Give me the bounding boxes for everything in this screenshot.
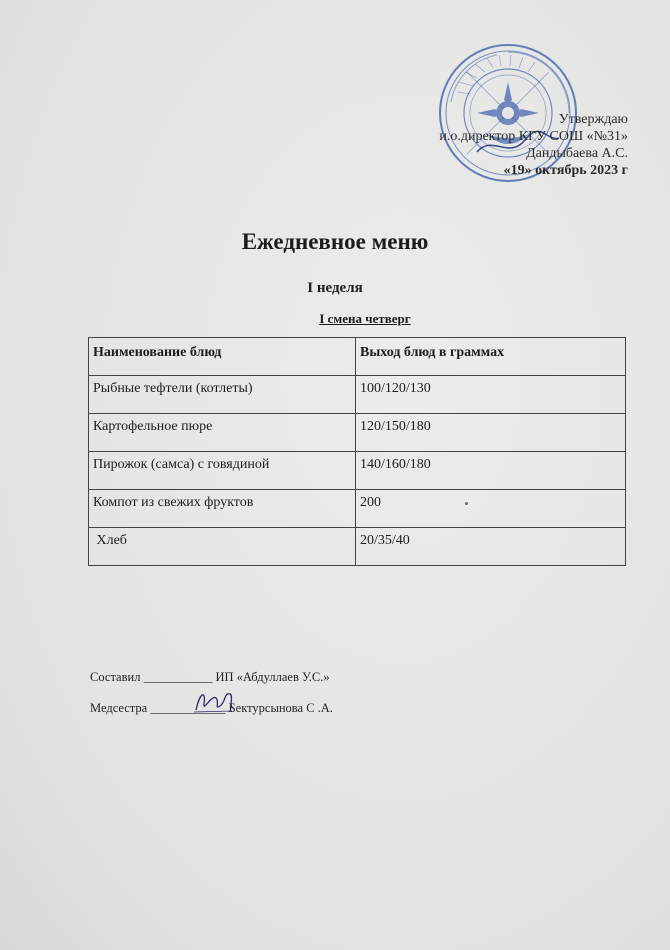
weight-cell: 100/120/130 (356, 376, 626, 414)
column-header-dish: Наименование блюд (89, 338, 356, 376)
approval-block (388, 111, 628, 179)
approval-line: Утверждаю (558, 112, 628, 127)
menu-table (88, 337, 626, 566)
weight-cell: 140/160/180 (356, 452, 626, 490)
weight-cell: 20/35/40 (356, 528, 626, 566)
dish-cell: Картофельное пюре (89, 414, 356, 452)
approval-date: «19» октябрь 2023 г (503, 163, 628, 178)
approval-name: Дандыбаева А.С. (526, 146, 628, 161)
approval-position: и.о.директор КГУ СОШ «№31» (439, 129, 628, 144)
week-label: I неделя (307, 280, 363, 296)
dish-cell: Компот из свежих фруктов (89, 490, 356, 528)
table-header-row (89, 338, 626, 376)
dish-cell: Хлеб (89, 528, 356, 566)
table-row (89, 490, 626, 528)
page-title: Ежедневное меню (241, 229, 429, 254)
weight-cell: 200 (356, 490, 626, 528)
paper-speck (465, 502, 468, 505)
composed-by-line: Составил ___________ ИП «Абдуллаев У.С.» (90, 670, 330, 684)
handwritten-signature (190, 686, 238, 718)
dish-cell: Рыбные тефтели (котлеты) (89, 376, 356, 414)
column-header-weight: Выход блюд в граммах (356, 338, 626, 376)
table-row (89, 414, 626, 452)
dish-cell: Пирожок (самса) с говядиной (89, 452, 356, 490)
shift-label: I смена четверг (319, 311, 411, 326)
table-row (89, 528, 626, 566)
nurse-line: Медсестра ____________ Бектурсынова С .А. (90, 701, 333, 715)
table-row (89, 452, 626, 490)
table-row (89, 376, 626, 414)
weight-cell: 120/150/180 (356, 414, 626, 452)
